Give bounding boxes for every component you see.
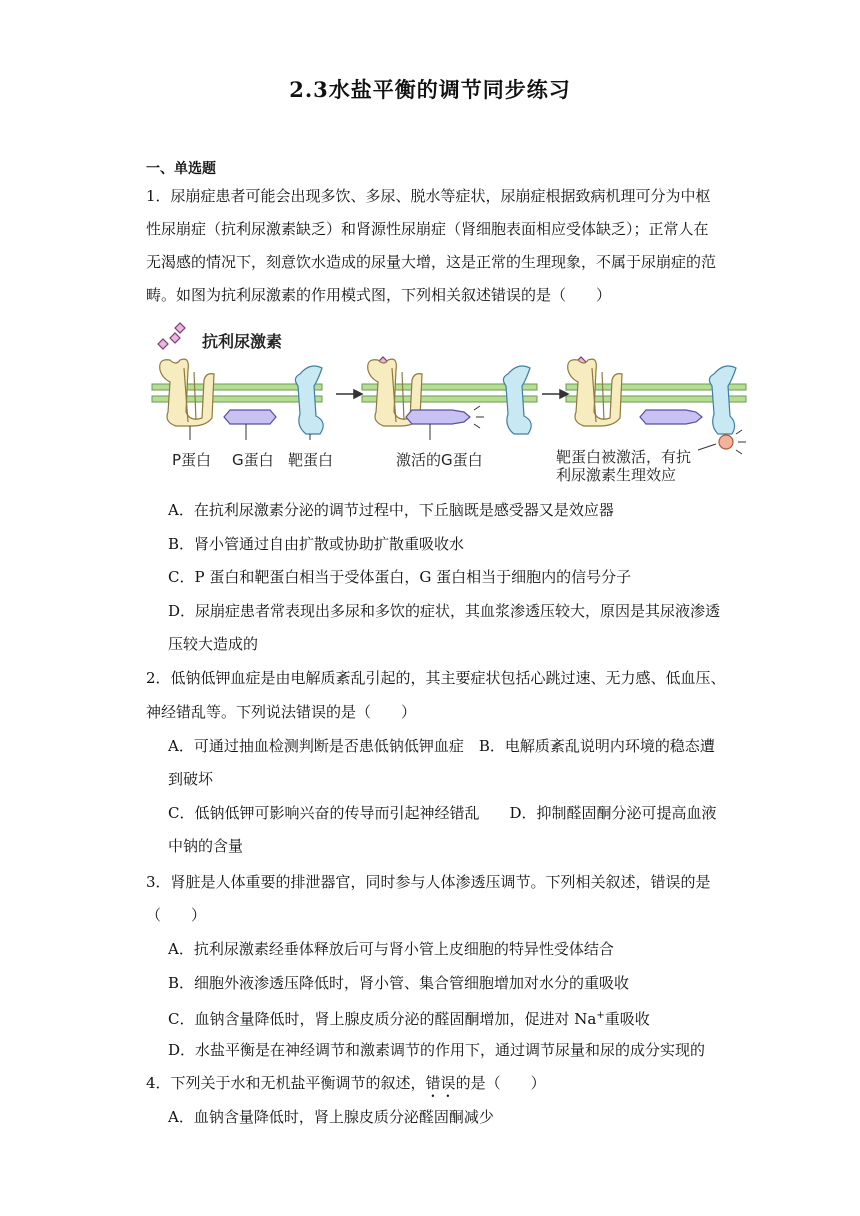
q3-option-b: B．细胞外液渗透压降低时，肾小管、集合管细胞增加对水分的重吸收 bbox=[168, 974, 630, 992]
membrane bbox=[152, 384, 746, 402]
q2-option-cd-line-2: 中钠的含量 bbox=[168, 837, 244, 855]
arrow-1 bbox=[336, 390, 362, 398]
q1-line-3: 无渴感的情况下，刻意饮水造成的尿量大增，这是正常的生理现象，不属于尿崩症的范 bbox=[146, 253, 717, 271]
result-label-2: 利尿激素生理效应 bbox=[556, 466, 677, 484]
q1-option-c: C．P 蛋白和靶蛋白相当于受体蛋白，G 蛋白相当于细胞内的信号分子 bbox=[168, 568, 632, 586]
spark-3 bbox=[736, 430, 746, 454]
result-label-1: 靶蛋白被激活，有抗 bbox=[556, 448, 692, 466]
q1-line-2: 性尿崩症（抗利尿激素缺乏）和肾源性尿崩症（肾细胞表面相应受体缺乏）；正常人在 bbox=[146, 220, 709, 238]
q4-stem-emphasis: 错误 bbox=[425, 1074, 456, 1092]
target-protein-label: 靶蛋白 bbox=[288, 451, 334, 469]
hormone-molecules bbox=[158, 323, 185, 361]
q3-option-c-tail: 重吸收 bbox=[604, 1010, 650, 1028]
q3-option-a: A．抗利尿激素经垂体释放后可与肾小管上皮细胞的特异性受体结合 bbox=[168, 940, 614, 958]
section-heading: 一、单选题 bbox=[146, 161, 216, 177]
q1-option-d-line-2: 压较大造成的 bbox=[168, 635, 259, 653]
q1-line-1: 1．尿崩症患者可能会出现多饮、多尿、脱水等症状，尿崩症根据致病机理可分为中枢 bbox=[146, 187, 711, 205]
activated-g-label: 激活的G蛋白 bbox=[396, 451, 483, 469]
q4-stem-pre: 4．下列关于水和无机盐平衡调节的叙述， bbox=[146, 1074, 426, 1092]
q3-line-2: （ ） bbox=[146, 906, 207, 924]
p-protein-1 bbox=[160, 359, 214, 426]
q1-option-d-line-1: D．尿崩症患者常表现出多尿和多饮的症状，其血浆渗透压较大，原因是其尿液渗透 bbox=[168, 602, 721, 620]
g-protein-activated-2 bbox=[406, 410, 470, 424]
q3-option-c-sup: + bbox=[596, 1010, 605, 1021]
q4-stem bbox=[146, 1073, 546, 1101]
p-protein-3 bbox=[568, 359, 622, 426]
g-protein-1 bbox=[224, 410, 276, 424]
q1-option-a: A．在抗利尿激素分泌的调节过程中，下丘脑既是感受器又是效应器 bbox=[168, 501, 614, 519]
q3-option-d: D．水盐平衡是在神经调节和激素调节的作用下，通过调节尿量和尿的成分实现的 bbox=[168, 1041, 706, 1059]
q2-line-2: 神经错乱等。下列说法错误的是（ ） bbox=[146, 703, 417, 721]
page-title: 2.3水盐平衡的调节同步练习 bbox=[289, 77, 571, 102]
q4-option-a: A．血钠含量降低时，肾上腺皮质分泌醛固酮减少 bbox=[168, 1108, 494, 1126]
adh-mechanism-figure bbox=[150, 322, 750, 492]
p-protein-label: P蛋白 bbox=[172, 451, 212, 469]
q2-line-1: 2．低钠低钾血症是由电解质紊乱引起的，其主要症状包括心跳过速、无力感、低血压、 bbox=[146, 669, 726, 687]
hormone-label: 抗利尿激素 bbox=[202, 332, 283, 351]
q2-option-ab-line-1: A．可通过抽血检测判断是否患低钠低钾血症 B．电解质紊乱说明内环境的稳态遭 bbox=[168, 737, 715, 755]
q1-line-4: 畴。如图为抗利尿激素的作用模式图，下列相关叙述错误的是（ ） bbox=[146, 286, 612, 304]
arrow-2 bbox=[542, 390, 568, 398]
g-protein-3 bbox=[640, 410, 702, 424]
activation-marker bbox=[719, 435, 733, 449]
q1-option-b: B．肾小管通过自由扩散或协助扩散重吸收水 bbox=[168, 535, 465, 553]
q2-option-ab-line-2: 到破坏 bbox=[168, 770, 214, 788]
q3-option-c-text: C．血钠含量降低时，肾上腺皮质分泌的醛固酮增加，促进对 Na bbox=[168, 1010, 597, 1028]
q4-stem-post: 的是（ ） bbox=[455, 1074, 546, 1092]
q3-line-1: 3．肾脏是人体重要的排泄器官，同时参与人体渗透压调节。下列相关叙述，错误的是 bbox=[146, 873, 711, 891]
result-pointer bbox=[698, 444, 716, 450]
spark-2 bbox=[474, 406, 484, 428]
q2-option-cd-line-1: C．低钠低钾可影响兴奋的传导而引起神经错乱 D．抑制醛固酮分泌可提高血液 bbox=[168, 804, 717, 822]
q3-option-c bbox=[168, 1006, 650, 1029]
g-protein-label: G蛋白 bbox=[232, 451, 274, 469]
